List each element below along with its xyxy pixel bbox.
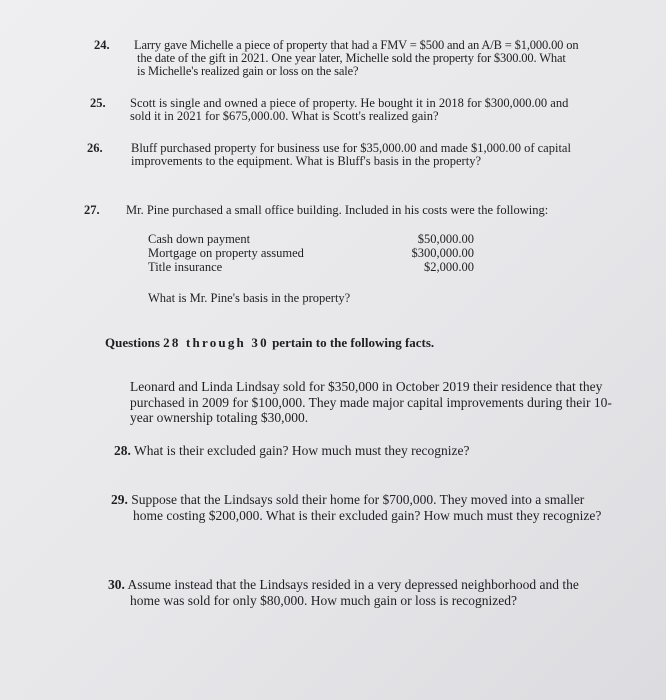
question-27-question: What is Mr. Pine's basis in the property? [148, 291, 351, 305]
question-28 [114, 443, 470, 459]
question-24-text [134, 39, 578, 78]
question-26-text [131, 142, 571, 168]
cost-item-amount: $2,000.00 [424, 260, 474, 274]
section-header-prefix: Questions [105, 335, 164, 350]
section-header-suffix: pertain to the following facts. [268, 335, 435, 350]
question-29-line: home costing $200,000. What is their excluded gain? How much must they recognize? [133, 508, 602, 523]
facts-paragraph [130, 379, 612, 426]
section-header [105, 335, 434, 351]
question-24-line: is Michelle's realized gain or loss on the sale? [137, 64, 359, 78]
question-26-number: 26. [87, 141, 103, 155]
question-24-line: the date of the gift in 2021. One year later, Michelle sold the property for $300.00. What [137, 51, 566, 65]
question-30-line: home was sold for only $80,000. How much gain or loss is recognized? [130, 593, 517, 608]
question-26-line: Bluff purchased property for business use for $35,000.00 and made $1,000.00 of capital [131, 141, 571, 155]
cost-item-label: Mortgage on property assumed [148, 246, 304, 260]
question-29-line: Suppose that the Lindsays sold their home for $700,000. They moved into a smaller [131, 492, 585, 507]
facts-line: year ownership totaling $30,000. [130, 410, 309, 425]
question-29 [111, 492, 601, 524]
section-header-range: 28 through 30 [163, 335, 269, 350]
cost-item-amount: $50,000.00 [417, 232, 474, 246]
question-25-text [130, 97, 568, 123]
question-30 [108, 577, 579, 609]
question-30-number: 30. [108, 577, 125, 592]
question-29-number: 29. [111, 492, 128, 507]
cost-item-label: Title insurance [148, 260, 223, 274]
question-24-number: 24. [94, 38, 110, 52]
question-24-line: Larry gave Michelle a piece of property that had a FMV = $500 and an A/B = $1,000.00 on [134, 38, 579, 52]
question-27-number: 27. [84, 203, 100, 217]
question-27-intro: Mr. Pine purchased a small office building. Included in his costs were the following: [126, 203, 549, 217]
cost-item-amount: $300,000.00 [411, 246, 474, 260]
facts-line: purchased in 2009 for $100,000. They made major capital improvements during their 10- [130, 394, 612, 410]
question-25-line: sold it in 2021 for $675,000.00. What is Scott's realized gain? [130, 109, 439, 123]
facts-line: Leonard and Linda Lindsay sold for $350,000 in October 2019 their residence that they [130, 379, 603, 394]
question-28-text: What is their excluded gain? How much must they recognize? [134, 443, 470, 458]
question-28-number: 28. [114, 443, 131, 458]
cost-item-label: Cash down payment [148, 232, 251, 246]
question-25-line: Scott is single and owned a piece of property. He bought it in 2018 for $300,000.00 and [130, 96, 569, 110]
question-30-line: Assume instead that the Lindsays resided in a very depressed neighborhood and the [127, 577, 579, 592]
question-25-number: 25. [90, 96, 106, 110]
question-26-line: improvements to the equipment. What is Bluff's basis in the property? [131, 154, 481, 168]
